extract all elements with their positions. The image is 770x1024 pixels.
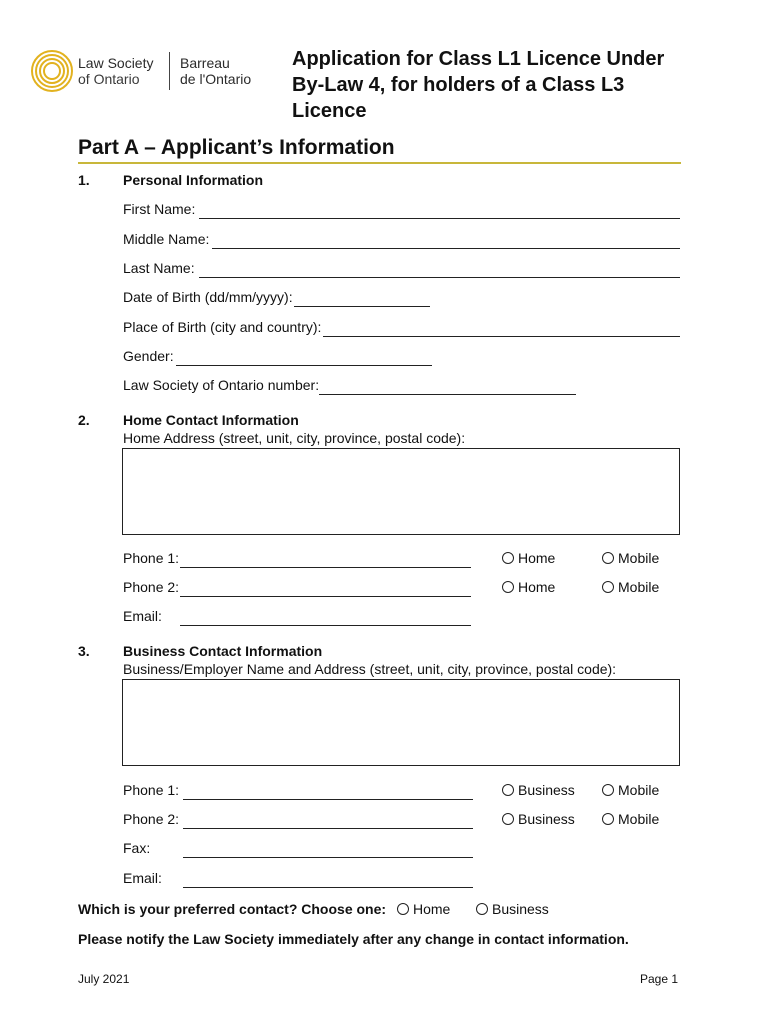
logo-text-english	[78, 55, 153, 87]
home-email-field[interactable]	[180, 625, 471, 626]
radio-circle-icon	[602, 552, 614, 564]
pob-field[interactable]	[323, 336, 680, 337]
business-phone1-mobile-radio[interactable]	[602, 782, 659, 798]
business-email-field[interactable]	[183, 887, 473, 888]
last-name-field[interactable]	[199, 277, 680, 278]
first-name-field[interactable]	[199, 218, 680, 219]
law-society-logo-icon	[30, 49, 74, 93]
logo-divider	[169, 52, 170, 90]
radio-label: Mobile	[618, 550, 660, 566]
business-phone2-mobile-radio[interactable]	[602, 811, 659, 827]
logo-en-line2: of Ontario	[78, 71, 140, 87]
preferred-business-radio[interactable]	[476, 901, 549, 917]
preferred-contact-question: Which is your preferred contact? Choose one:	[78, 901, 387, 917]
home-address-label: Home Address (street, unit, city, province, postal code):	[123, 430, 466, 446]
home-phone2-label: Phone 2:	[123, 579, 180, 595]
radio-circle-icon	[502, 784, 514, 796]
radio-circle-icon	[502, 813, 514, 825]
logo-fr-line1: Barreau	[180, 55, 230, 71]
section-1-heading: Personal Information	[123, 172, 264, 188]
document-title	[292, 46, 712, 124]
footer-date: July 2021	[78, 972, 130, 986]
part-a-title: Part A – Applicant’s Information	[78, 136, 395, 159]
home-address-box[interactable]	[122, 448, 680, 535]
part-a-rule	[78, 162, 681, 164]
gender-label: Gender:	[123, 348, 174, 364]
radio-label: Business	[492, 901, 549, 917]
middle-name-field[interactable]	[212, 248, 680, 249]
section-2-number: 2.	[78, 412, 90, 428]
last-name-label: Last Name:	[123, 260, 195, 276]
pob-label: Place of Birth (city and country):	[123, 319, 322, 335]
radio-circle-icon	[602, 784, 614, 796]
radio-label: Mobile	[618, 811, 660, 827]
title-line-1: Application for Class L1 Licence Under	[292, 48, 665, 70]
home-phone1-home-radio[interactable]	[502, 550, 555, 566]
section-3-number: 3.	[78, 643, 90, 659]
business-phone1-field[interactable]	[183, 799, 473, 800]
radio-circle-icon	[397, 903, 409, 915]
home-phone1-mobile-radio[interactable]	[602, 550, 659, 566]
home-phone2-field[interactable]	[180, 596, 471, 597]
logo-fr-line2: de l'Ontario	[180, 71, 252, 87]
radio-circle-icon	[476, 903, 488, 915]
business-email-label: Email:	[123, 870, 162, 886]
home-phone2-home-radio[interactable]	[502, 579, 555, 595]
radio-circle-icon	[602, 581, 614, 593]
business-address-label: Business/Employer Name and Address (street, unit, city, province, postal code):	[123, 661, 617, 677]
dob-field[interactable]	[294, 306, 430, 307]
dob-label: Date of Birth (dd/mm/yyyy):	[123, 289, 293, 305]
business-phone2-field[interactable]	[183, 828, 473, 829]
business-phone2-label: Phone 2:	[123, 811, 180, 827]
radio-circle-icon	[602, 813, 614, 825]
business-phone1-label: Phone 1:	[123, 782, 180, 798]
first-name-label: First Name:	[123, 201, 196, 217]
title-line-2: By-Law 4, for holders of a Class L3	[292, 74, 625, 96]
radio-label: Home	[518, 579, 556, 595]
radio-label: Business	[518, 782, 575, 798]
section-2-heading: Home Contact Information	[123, 412, 299, 428]
home-phone2-mobile-radio[interactable]	[602, 579, 659, 595]
radio-label: Mobile	[618, 579, 660, 595]
title-line-3: Licence	[292, 100, 367, 122]
business-phone1-business-radio[interactable]	[502, 782, 575, 798]
home-email-label: Email:	[123, 608, 162, 624]
business-fax-label: Fax:	[123, 840, 151, 856]
radio-label: Business	[518, 811, 575, 827]
gender-field[interactable]	[176, 365, 432, 366]
business-fax-field[interactable]	[183, 857, 473, 858]
radio-circle-icon	[502, 552, 514, 564]
lso-number-label: Law Society of Ontario number:	[123, 377, 320, 393]
radio-circle-icon	[502, 581, 514, 593]
home-phone1-label: Phone 1:	[123, 550, 180, 566]
middle-name-label: Middle Name:	[123, 231, 210, 247]
section-1-number: 1.	[78, 172, 90, 188]
logo-en-line1: Law Society	[78, 55, 154, 71]
radio-label: Home	[413, 901, 451, 917]
preferred-home-radio[interactable]	[397, 901, 450, 917]
logo-text-french	[180, 55, 251, 87]
business-address-box[interactable]	[122, 679, 680, 766]
lso-number-field[interactable]	[319, 394, 576, 395]
radio-label: Home	[518, 550, 556, 566]
home-phone1-field[interactable]	[180, 567, 471, 568]
change-notice: Please notify the Law Society immediately after any change in contact information.	[78, 931, 629, 947]
section-3-heading: Business Contact Information	[123, 643, 323, 659]
footer-page-number: Page 1	[640, 972, 679, 986]
radio-label: Mobile	[618, 782, 660, 798]
business-phone2-business-radio[interactable]	[502, 811, 575, 827]
